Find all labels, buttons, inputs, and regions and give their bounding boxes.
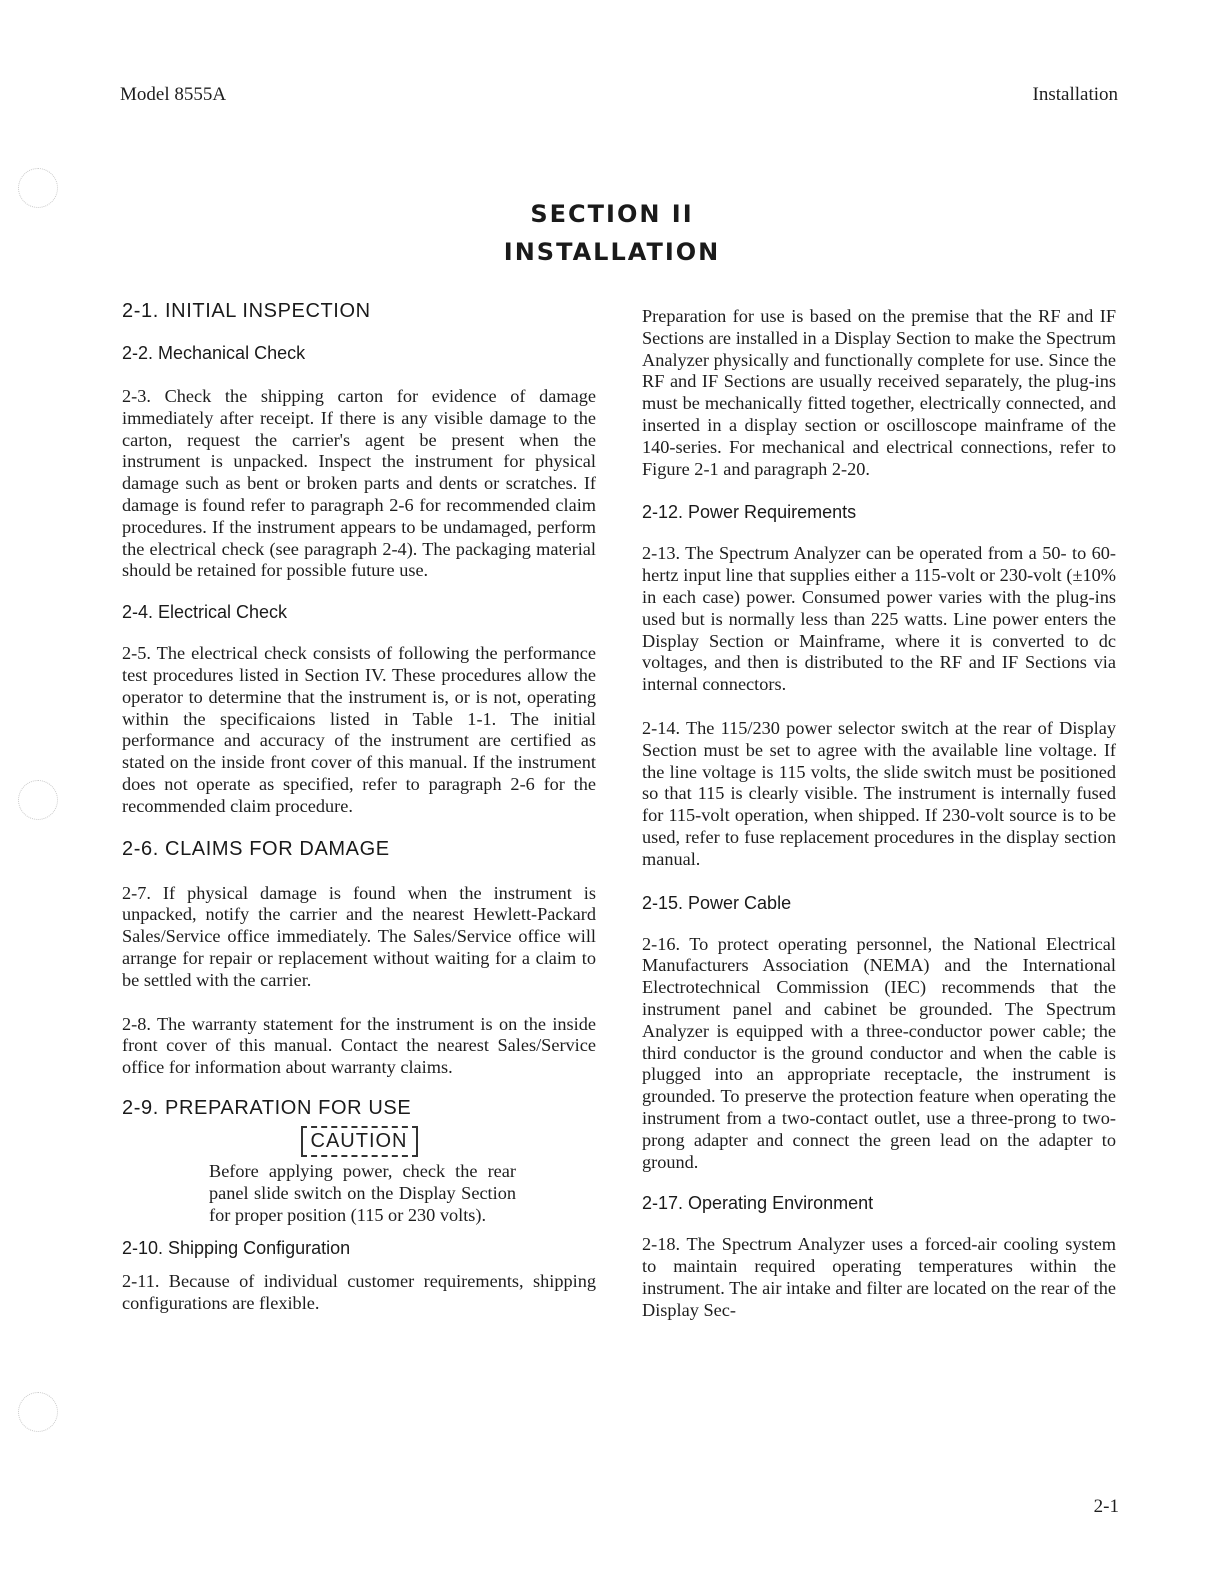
left-column bbox=[122, 300, 596, 1315]
right-column bbox=[642, 300, 1116, 1321]
paragraph-2-3: 2-3. Check the shipping carton for evidence of damage immediately after receipt. If there is any visible damage to the carton, request the carrier's agent be present when the instrument is unpacked. Inspect the instrument for physical damage such as bent or broken parts and dents or scratches. If damage is found refer to paragraph 2-6 for recommended claim procedures. If the instrument appears to be undamaged, perform the electrical check (see paragraph 2-4). The packaging material should be retained for possible future use. bbox=[122, 386, 596, 581]
paragraph-2-13: 2-13. The Spectrum Analyzer can be operated from a 50- to 60-hertz input line that supplies either a 115-volt or 230-volt (±10% in each case) power. Consumed power varies with the plug-ins used but is normally less than 225 watts. Line power enters the Display Section or Mainframe, where it is converted to dc voltages, and then is distributed to the RF and IF Sections via internal connectors. bbox=[642, 543, 1116, 695]
heading-operating-environment: 2-17. Operating Environment bbox=[642, 1193, 874, 1214]
heading-power-requirements: 2-12. Power Requirements bbox=[642, 502, 857, 523]
heading-power-cable: 2-15. Power Cable bbox=[642, 892, 792, 913]
caution-notice bbox=[122, 1126, 596, 1157]
paragraph-2-18: 2-18. The Spectrum Analyzer uses a forced-air cooling system to maintain required operating temperatures within the instrument. The air intake and filter are located on the rear of the Display Sec- bbox=[642, 1234, 1116, 1320]
page-number: 2-1 bbox=[1093, 1496, 1119, 1517]
section-number-title: SECTION II bbox=[530, 200, 694, 228]
heading-initial-inspection: 2-1. INITIAL INSPECTION bbox=[122, 300, 371, 322]
header-model: Model 8555A bbox=[120, 84, 227, 105]
paragraph-2-11: 2-11. Because of individual customer requirements, shipping configurations are flexible. bbox=[122, 1271, 596, 1314]
heading-preparation-for-use: 2-9. PREPARATION FOR USE bbox=[122, 1096, 412, 1119]
binder-hole-mark bbox=[18, 780, 58, 820]
paragraph-2-8: 2-8. The warranty statement for the instrument is on the inside front cover of this manual. Contact the nearest Sales/Service office for information about warranty claims. bbox=[122, 1013, 596, 1078]
paragraph-preparation-continued: Preparation for use is based on the premise that the RF and IF Sections are installed in a Display Section to make the Spectrum Analyzer physically and functionally complete for use. Since the RF and IF Sections are usually received separately, the plug-ins must be mechanically fitted together, electrically connected, and inserted in a display section or oscilloscope mainframe of the 140-series. For mechanical and electrical connections, refer to Figure 2-1 and paragraph 2-20. bbox=[642, 306, 1116, 479]
paragraph-2-14: 2-14. The 115/230 power selector switch at the rear of Display Section must be set to agree with the available line voltage. If the line voltage is 115 volts, the slide switch must be positioned so that 115 is clearly visible. The instrument is internally fused for 115-volt operation, when shipped. If 230-volt source is to be used, refer to fuse replacement procedures in the display section manual. bbox=[642, 717, 1116, 869]
heading-electrical-check: 2-4. Electrical Check bbox=[122, 602, 288, 623]
header-section-name: Installation bbox=[1032, 84, 1118, 105]
section-name-title: INSTALLATION bbox=[503, 238, 721, 266]
heading-claims-for-damage: 2-6. CLAIMS FOR DAMAGE bbox=[122, 837, 390, 860]
paragraph-2-7: 2-7. If physical damage is found when the instrument is unpacked, notify the carrier and the nearest Hewlett-Packard Sales/Service office immediately. The Sales/Service office will arrange for repair or replacement without waiting for a claim to be settled with the carrier. bbox=[122, 882, 596, 990]
paragraph-2-16: 2-16. To protect operating personnel, the National Electrical Manufacturers Association (NEMA) and the International Electrotechnical Commission (IEC) recommends that the instrument panel and cabinet be grounded. The Spectrum Analyzer is equipped with a three-conductor power cable; the third conductor is the ground conductor and when the cable is plugged into an appropriate receptacle, the instrument is grounded. To preserve the protection feature when operating the instrument from a two-contact outlet, use a three-prong to two-prong adapter and connect the green lead on the adapter to ground. bbox=[642, 933, 1116, 1172]
paragraph-2-5: 2-5. The electrical check consists of following the performance test procedures listed in Section IV. These procedures allow the operator to determine that the instrument is, or is not, operating within the specificaions listed in Table 1-1. The initial performance and accuracy of the instrument are certified as stated on the inside front cover of this manual. If the instrument does not operate as specified, refer to paragraph 2-6 for the recommended claim procedure. bbox=[122, 643, 596, 816]
caution-label: CAUTION bbox=[301, 1126, 418, 1157]
binder-hole-mark bbox=[18, 1392, 58, 1432]
heading-shipping-configuration: 2-10. Shipping Configuration bbox=[122, 1238, 351, 1259]
caution-text: Before applying power, check the rear panel slide switch on the Display Section for proper position (115 or 230 volts). bbox=[209, 1160, 516, 1225]
heading-mechanical-check: 2-2. Mechanical Check bbox=[122, 343, 306, 363]
